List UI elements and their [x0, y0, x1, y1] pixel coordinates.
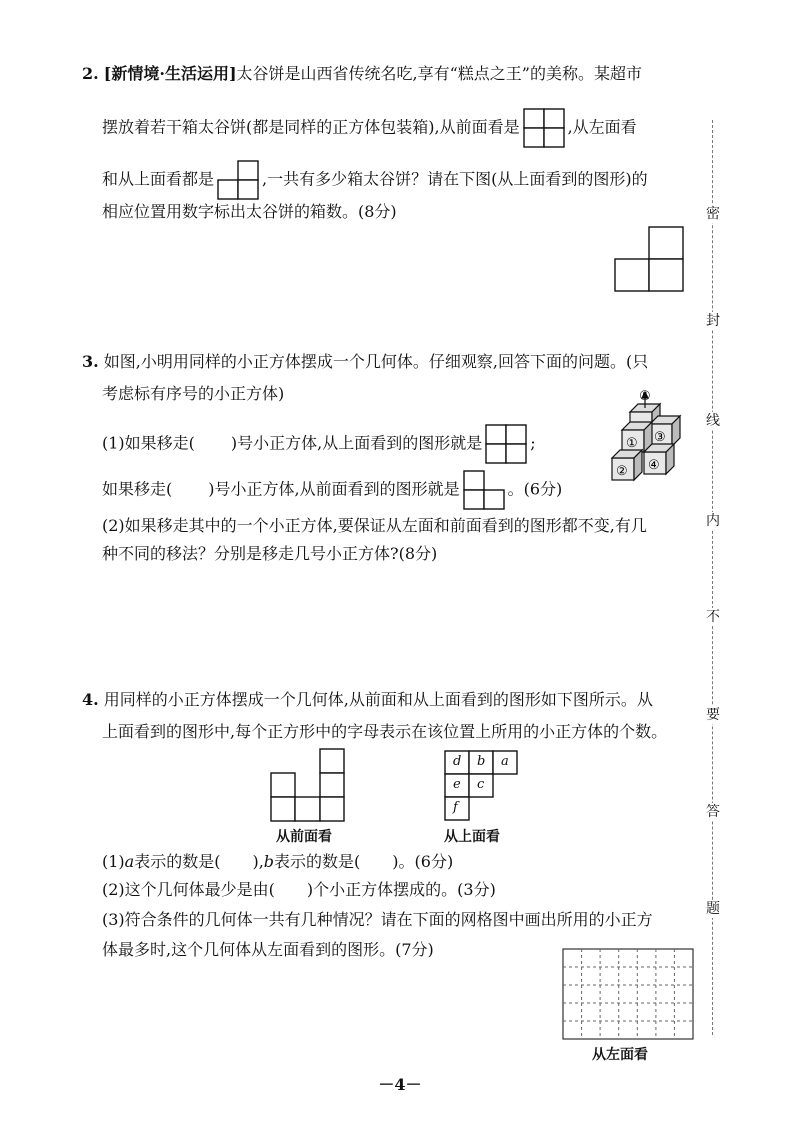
side-char: 要: [703, 706, 723, 724]
q3-text: 。(6分): [507, 479, 563, 499]
cube-label-4: ④: [648, 458, 660, 473]
q4-text: 表示的数是(: [274, 852, 361, 871]
q3-part2-line2: 种不同的移法？分别是移走几号小正方体?(8分): [102, 544, 438, 563]
top-letter-c: c: [477, 777, 485, 792]
q4-text: ),: [252, 852, 264, 871]
q4-text: )。(6分): [392, 852, 454, 871]
q4-part1: [102, 852, 453, 872]
side-char: 内: [703, 512, 723, 530]
q3-top-view-figure: [485, 424, 527, 464]
q3-part1-line1: [102, 424, 536, 464]
q3-text: 如果移走(: [102, 479, 173, 499]
q2-answer-grid[interactable]: [614, 226, 686, 292]
q4-part2: (2)这个几何体最少是由( )个小正方体摆成的。(3分): [102, 880, 496, 899]
front-view-figure: [523, 108, 565, 148]
q2-text: ,从左面看: [567, 117, 637, 137]
top-letter-f: f: [453, 800, 458, 815]
page-number: －4－: [378, 1075, 422, 1094]
q3-text: ;: [530, 433, 536, 453]
q4-part3-line2: 体最多时,这个几何体从左面看到的图形。(7分): [102, 940, 434, 959]
front-view-label: 从前面看: [276, 829, 332, 845]
left-top-view-figure: [217, 160, 259, 200]
top-letter-b: b: [477, 754, 486, 769]
q3-front-view-figure: [463, 470, 505, 510]
cube-label-5: ⑤: [639, 389, 651, 404]
side-char: 答: [703, 803, 723, 821]
q4-text: 用同样的小正方体摆成一个几何体,从前面和从上面看到的图形如下图所示。从: [103, 690, 653, 709]
q3-part2-line1: (2)如果移走其中的一个小正方体,要保证从左面和前面看到的图形都不变,有几: [102, 516, 647, 535]
q4-line2: 上面看到的图形中,每个正方形中的字母表示在该位置上所用的小正方体的个数。: [102, 722, 668, 741]
q3-text: )号小正方体,从前面看到的图形就是: [208, 479, 460, 499]
top-letter-e: e: [453, 777, 461, 792]
var-a: a: [124, 852, 135, 871]
q4-line1: [82, 690, 653, 710]
q2-line3: [102, 160, 648, 200]
q2-line4: 相应位置用数字标出太谷饼的箱数。(8分): [102, 202, 397, 221]
q2-text: 太谷饼是山西省传统名吃,享有“糕点之王”的美称。某超市: [236, 64, 642, 83]
q2-text: 和从上面看都是: [102, 169, 215, 189]
q2-line2: [102, 108, 637, 148]
side-char: 题: [703, 900, 723, 918]
q4-answer-grid[interactable]: [562, 948, 694, 1040]
q3-number: 3.: [82, 352, 99, 371]
left-view-label: 从左面看: [592, 1047, 648, 1063]
q4-text: 表示的数是(: [134, 852, 221, 871]
q3-part1-line2: [102, 470, 562, 510]
q4-number: 4.: [82, 690, 99, 709]
q2-line1: [82, 64, 642, 84]
q2-text: ,一共有多少箱太谷饼？请在下图(从上面看到的图形)的: [262, 169, 648, 189]
q4-front-view: [270, 748, 346, 824]
side-char: 封: [703, 312, 723, 330]
var-b: b: [263, 852, 275, 871]
cube-label-1: ①: [626, 436, 638, 451]
top-view-label: 从上面看: [444, 829, 500, 845]
q4-part3-line1: (3)符合条件的几何体一共有几种情况？请在下面的网格图中画出所用的小正方: [102, 910, 653, 929]
cube-label-3: ③: [654, 430, 666, 445]
q2-number: 2.: [82, 64, 99, 83]
q3-cube-figure: [600, 388, 700, 498]
side-char: 密: [703, 205, 723, 223]
q3-line2: 考虑标有序号的小正方体): [102, 384, 285, 403]
binding-line: [712, 120, 714, 1035]
top-letter-d: d: [453, 754, 462, 769]
side-char: 不: [703, 608, 723, 626]
cube-label-2: ②: [616, 464, 628, 479]
q3-text: (1)如果移走(: [102, 433, 195, 453]
q2-text: 摆放着若干箱太谷饼(都是同样的正方体包装箱),从前面看是: [102, 117, 520, 137]
q3-text: 如图,小明用同样的小正方体摆成一个几何体。仔细观察,回答下面的问题。(只: [103, 352, 649, 371]
side-char: 线: [703, 412, 723, 430]
top-letter-a: a: [501, 754, 509, 769]
q3-line1: [82, 352, 648, 372]
q3-text: )号小正方体,从上面看到的图形就是: [230, 433, 483, 453]
q2-tag: [新情境·生活运用]: [103, 64, 237, 83]
q4-text: (1): [102, 852, 125, 871]
